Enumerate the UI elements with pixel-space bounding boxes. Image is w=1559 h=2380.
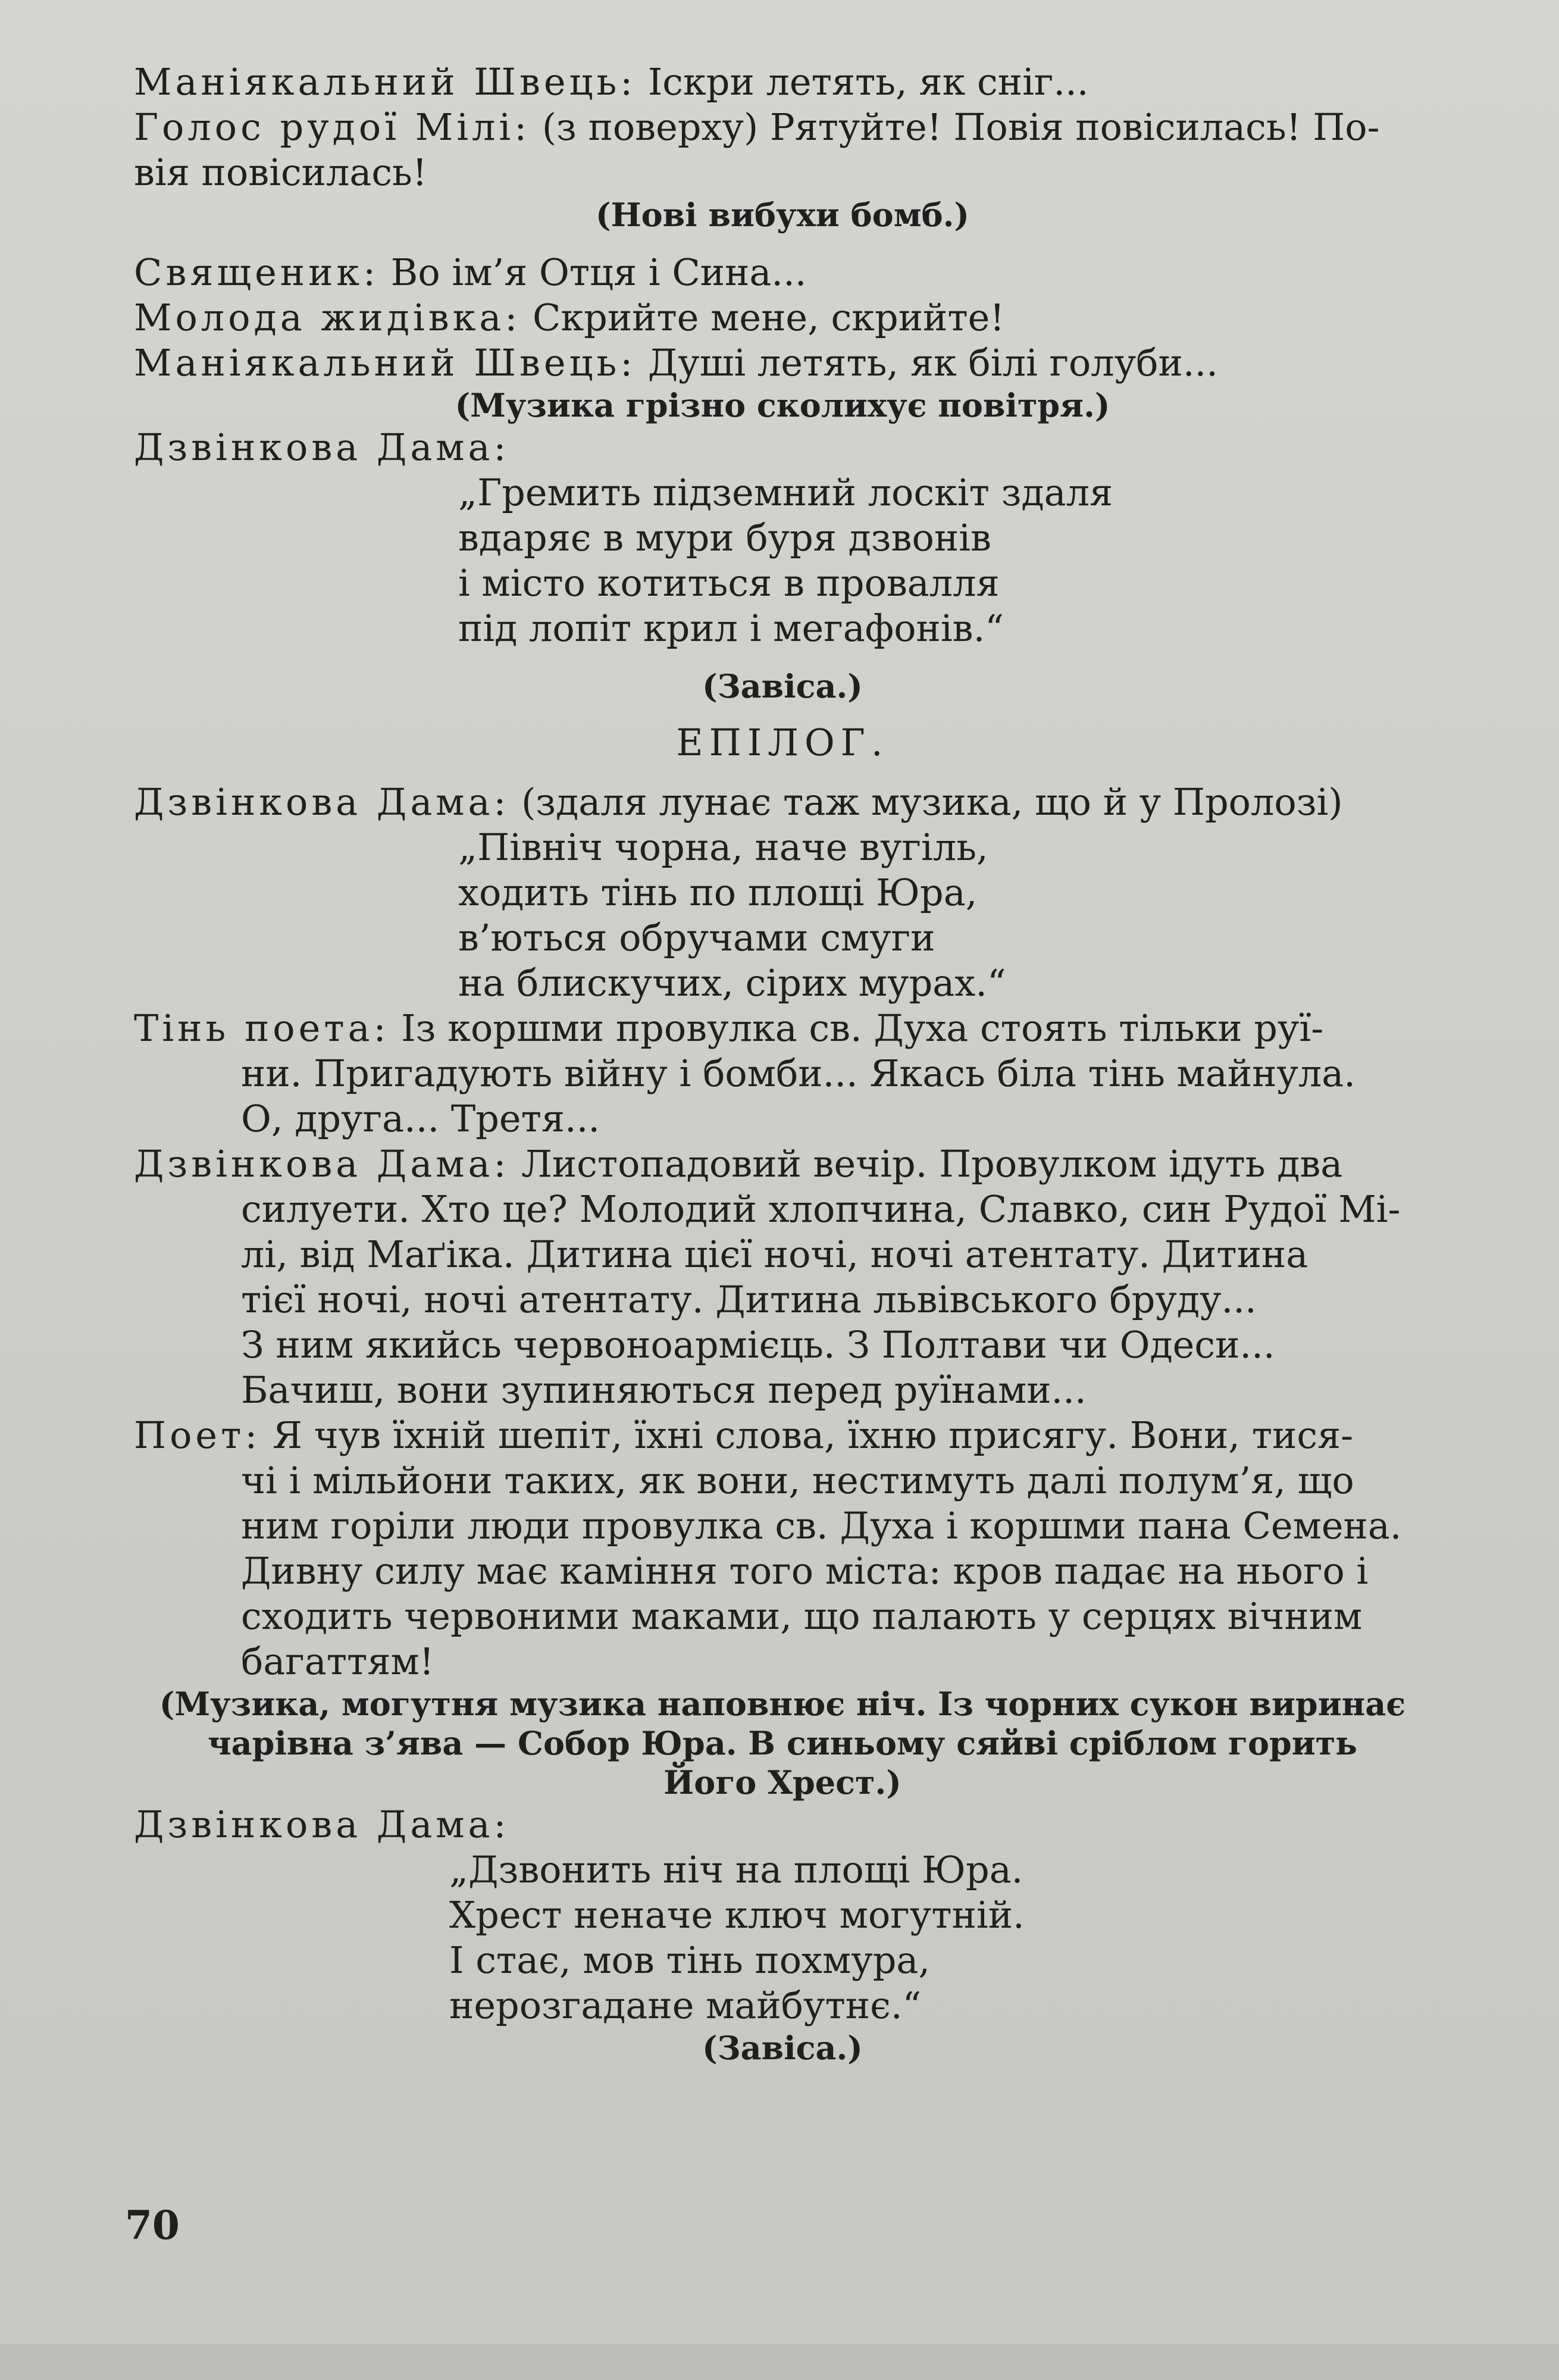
speaker-name: Голос рудої Мілі: bbox=[134, 105, 531, 149]
page-number: 70 bbox=[125, 2202, 180, 2248]
stage-direction-curtain-2: (Завіса.) bbox=[702, 2029, 863, 2067]
speech-text-cont: О, друга... Третя... bbox=[241, 1097, 600, 1140]
epilog-heading: ЕПІЛОГ. bbox=[676, 721, 889, 764]
speech-text-cont: З ним якийсь червоноармієць. З Полтави чи Одеси... bbox=[241, 1323, 1275, 1366]
speech-text-cont: чі і мільйони таких, як вони, нестимуть далі полум’я, що bbox=[241, 1459, 1354, 1502]
poem-line: „Дзвонить ніч на площі Юра. bbox=[449, 1848, 1023, 1891]
poem-3 bbox=[134, 1847, 1431, 2028]
poem-line: Хрест неначе ключ могутній. bbox=[449, 1893, 1025, 1937]
speech-bell-lady-1 bbox=[134, 425, 1431, 470]
speech-bell-lady-4 bbox=[134, 1802, 1431, 1847]
speaker-name: Дзвінкова Дама: bbox=[134, 1803, 510, 1846]
page-edge bbox=[0, 2344, 1559, 2380]
stage-direction-curtain-1: (Завіса.) bbox=[702, 667, 863, 705]
speech-bell-lady-3 bbox=[134, 1141, 1431, 1413]
speaker-name: Дзвінкова Дама: bbox=[134, 780, 510, 824]
speech-text: Скрийте мене, скрийте! bbox=[521, 296, 1005, 339]
speaker-name: Маніякальний Швець: bbox=[134, 341, 637, 384]
speech-text-cont: ни. Пригадують війну і бомби... Якась біла тінь майнула. bbox=[241, 1052, 1355, 1095]
speech-poet bbox=[134, 1413, 1431, 1684]
speech-text-cont: ним горіли люди провулка св. Духа і коршми пана Семена. bbox=[241, 1504, 1402, 1547]
speaker-name: Священик: bbox=[134, 251, 380, 294]
speaker-name: Маніякальний Швець: bbox=[134, 60, 637, 104]
speaker-name: Дзвінкова Дама: bbox=[134, 426, 510, 469]
speech-red-mila bbox=[134, 105, 1431, 195]
speech-text-cont: Бачиш, вони зупиняються перед руїнами... bbox=[241, 1368, 1087, 1412]
speech-text: Із коршми провулка св. Духа стоять тільки руї- bbox=[389, 1006, 1324, 1050]
poem-line: вдаряє в мури буря дзвонів bbox=[458, 516, 991, 559]
poem-line: в’ються обручами смуги bbox=[458, 916, 935, 959]
poem-2 bbox=[134, 825, 1431, 1006]
speech-text-cont: лі, від Маґіка. Дитина цієї ночі, ночі атентату. Дитина bbox=[241, 1233, 1308, 1276]
speech-priest bbox=[134, 250, 1431, 295]
poem-1 bbox=[134, 470, 1431, 651]
speech-shoemaker-1 bbox=[134, 60, 1431, 105]
page-text bbox=[134, 60, 1431, 2068]
poem-line: „Гремить підземний лоскіт здаля bbox=[458, 471, 1113, 514]
stage-direction-cathedral bbox=[134, 1684, 1431, 1802]
speech-text-cont: Дивну силу має каміння того міста: кров падає на нього і bbox=[241, 1549, 1369, 1593]
stage-line: (Музика, могутня музика наповнює ніч. Із чорних сукон виринає bbox=[159, 1685, 1406, 1723]
poem-line: ходить тінь по площі Юра, bbox=[458, 871, 978, 914]
speech-text: (здаля лунає таж музика, що й у Пролозі) bbox=[509, 780, 1343, 824]
speech-young-woman bbox=[134, 295, 1431, 340]
poem-line: і місто котиться в провалля bbox=[458, 561, 1000, 605]
speaker-name: Тінь поета: bbox=[134, 1006, 390, 1050]
poem-line: нерозгадане майбутнє.“ bbox=[449, 1984, 922, 2027]
speaker-name: Дзвінкова Дама: bbox=[134, 1142, 510, 1186]
stage-direction-bombs: (Нові вибухи бомб.) bbox=[596, 196, 969, 234]
speech-text: Листопадовий вечір. Провулком ідуть два bbox=[509, 1142, 1343, 1186]
poem-line: І стає, мов тінь похмура, bbox=[449, 1938, 931, 1982]
stage-line: Його Хрест.) bbox=[663, 1763, 901, 1802]
speech-text: Іскри летять, як сніг... bbox=[636, 60, 1089, 104]
speaker-name: Поет: bbox=[134, 1413, 261, 1457]
speaker-name: Молода жидівка: bbox=[134, 296, 521, 339]
speech-text: Я чув їхній шепіт, їхні слова, їхню присягу. Вони, тися- bbox=[261, 1413, 1354, 1457]
speech-shoemaker-2 bbox=[134, 340, 1431, 386]
speech-bell-lady-2 bbox=[134, 780, 1431, 825]
speech-text: Душі летять, як білі голуби... bbox=[636, 341, 1218, 384]
speech-text-cont: сходить червоними маками, що палають у серцях вічним bbox=[241, 1594, 1363, 1638]
speech-text: Во ім’я Отця і Сина... bbox=[379, 251, 807, 294]
speech-text-cont: вія повісилась! bbox=[134, 151, 427, 194]
speech-text-cont: багаттям! bbox=[241, 1640, 434, 1683]
poem-line: „Північ чорна, наче вугіль, bbox=[458, 825, 988, 869]
stage-line: чарівна з’ява — Собор Юра. В синьому сяйві сріблом горить bbox=[208, 1724, 1357, 1762]
speech-text-cont: силуети. Хто це? Молодий хлопчина, Славко, син Рудої Мі- bbox=[241, 1187, 1401, 1231]
speech-text: (з поверху) Рятуйте! Повія повісилась! По- bbox=[530, 105, 1380, 149]
poem-line: під лопіт крил і мегафонів.“ bbox=[458, 606, 1004, 650]
stage-direction-music: (Музика грізно сколихує повітря.) bbox=[455, 386, 1110, 424]
poem-line: на блискучих, сірих мурах.“ bbox=[458, 961, 1006, 1005]
speech-text-cont: тієї ночі, ночі атентату. Дитина львівського бруду... bbox=[241, 1278, 1257, 1321]
speech-poet-shadow bbox=[134, 1006, 1431, 1141]
